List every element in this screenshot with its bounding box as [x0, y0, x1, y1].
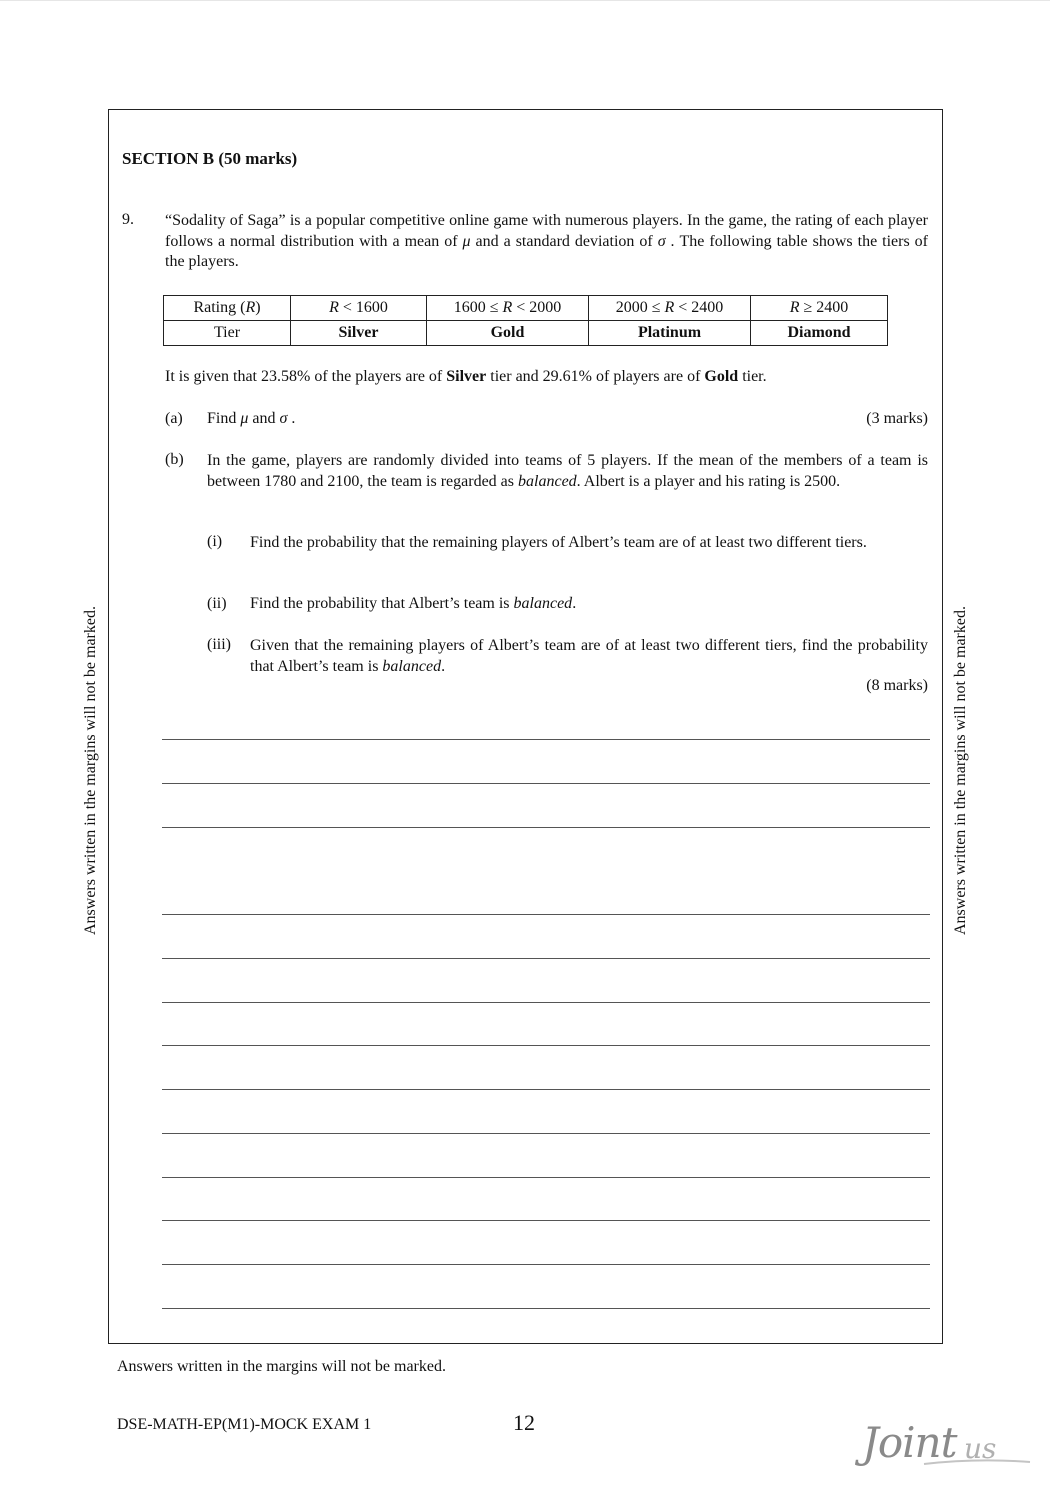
- part-a-label: (a): [165, 410, 183, 427]
- answer-line: [162, 827, 930, 828]
- table-cell: 1600 ≤ R < 2000: [427, 296, 589, 321]
- exam-code: DSE-MATH-EP(M1)-MOCK EXAM 1: [117, 1416, 372, 1433]
- table-cell: Rating (R): [164, 296, 291, 321]
- answer-line: [162, 1089, 930, 1090]
- part-b-label: (b): [165, 451, 184, 468]
- table-cell: Diamond: [751, 321, 888, 346]
- given-statement: It is given that 23.58% of the players are of Silver tier and 29.61% of players are of Gold tier.: [165, 368, 767, 385]
- answer-line: [162, 783, 930, 784]
- part-b-iii-label: (iii): [207, 636, 231, 653]
- part-b-i-text: Find the probability that the remaining players of Albert’s team are of at least two different tiers.: [250, 534, 867, 551]
- left-margin-note: Answers written in the margins will not be marked.: [82, 606, 99, 935]
- answer-line: [162, 1264, 930, 1265]
- jointus-logo: [862, 1418, 1037, 1476]
- answer-line: [162, 1045, 930, 1046]
- answer-line: [162, 1220, 930, 1221]
- logo-sub-text: us: [964, 1432, 997, 1465]
- bottom-margin-note: Answers written in the margins will not be marked.: [117, 1358, 446, 1375]
- part-b-text: In the game, players are randomly divided into teams of 5 players. If the mean of the members of a team is between 1780 and 2100, the team is regarded as balanced. Albert is a player and his rating is 2500.: [207, 452, 928, 490]
- part-b-iii-text: Given that the remaining players of Albert’s team are of at least two different tiers, find the probability that Albert’s team is balanced.: [250, 637, 928, 675]
- answer-line: [162, 739, 930, 740]
- rating-row: [164, 296, 888, 321]
- logo-swoosh-icon: [922, 1456, 1032, 1468]
- question-intro: “Sodality of Saga” is a popular competitive online game with numerous players. In the game, the rating of each player follows a normal distribution with a mean of μ and a standard deviation of σ . The following table shows the tiers of the players.: [165, 212, 928, 270]
- logo-main-text: Joint: [862, 1418, 957, 1467]
- right-margin-note: Answers written in the margins will not be marked.: [952, 606, 969, 935]
- answer-line: [162, 1308, 930, 1309]
- page-top-edge: [0, 0, 1050, 1]
- table-cell: Silver: [291, 321, 427, 346]
- table-cell: Tier: [164, 321, 291, 346]
- table-cell: Platinum: [589, 321, 751, 346]
- part-a-text: Find μ and σ .: [207, 410, 296, 427]
- part-b-marks: (8 marks): [866, 677, 928, 694]
- answer-line: [162, 914, 930, 915]
- question-number: 9.: [122, 211, 134, 228]
- section-title: SECTION B (50 marks): [122, 149, 298, 168]
- tier-row: [164, 321, 888, 346]
- answer-line: [162, 1002, 930, 1003]
- answer-line: [162, 1177, 930, 1178]
- table-cell: R < 1600: [291, 296, 427, 321]
- part-b-i-label: (i): [207, 533, 223, 550]
- table-cell: Gold: [427, 321, 589, 346]
- tier-table: [163, 295, 888, 346]
- table-cell: 2000 ≤ R < 2400: [589, 296, 751, 321]
- part-b-ii-label: (ii): [207, 595, 227, 612]
- answer-line: [162, 1133, 930, 1134]
- page-number: 12: [513, 1410, 535, 1435]
- part-b-ii-text: Find the probability that Albert’s team is balanced.: [250, 595, 577, 612]
- part-a-marks: (3 marks): [866, 410, 928, 427]
- answer-line: [162, 958, 930, 959]
- table-cell: R ≥ 2400: [751, 296, 888, 321]
